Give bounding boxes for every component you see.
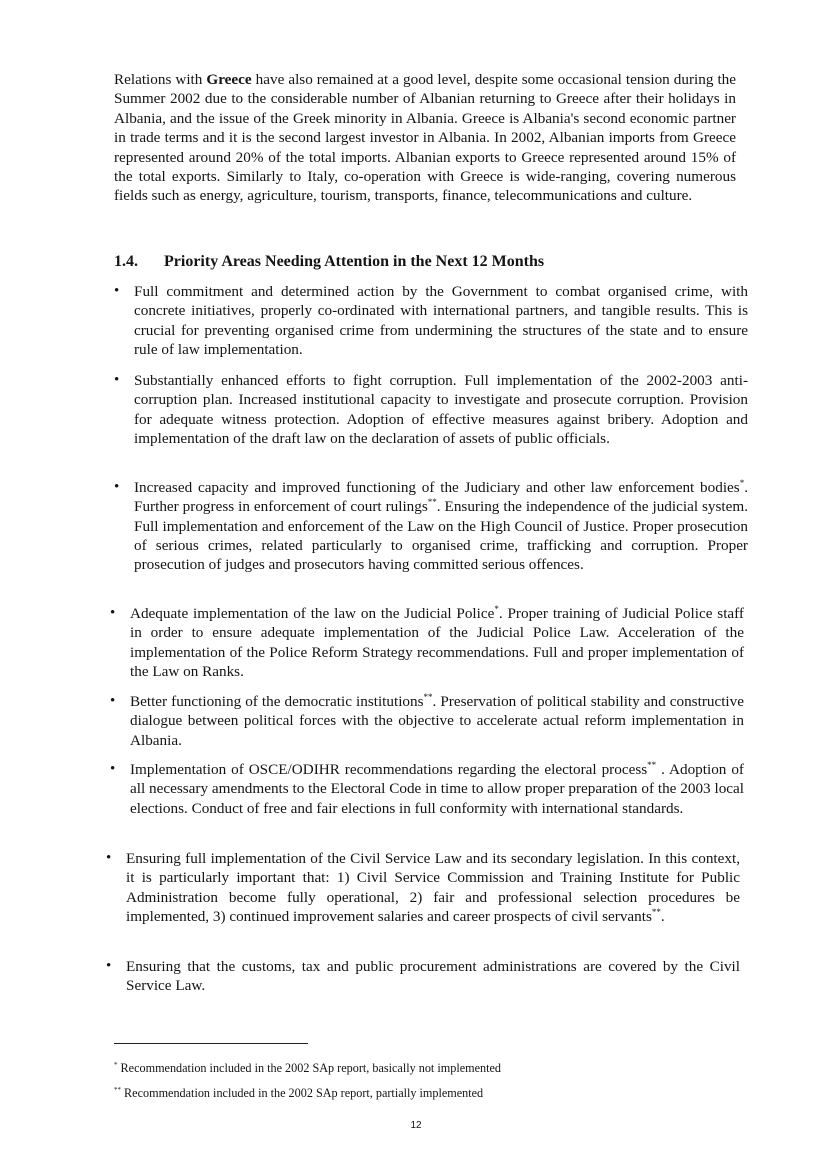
footnote-text: Recommendation included in the 2002 SAp report, basically not implemented bbox=[117, 1061, 501, 1075]
bullet-glyph: • bbox=[106, 958, 112, 974]
intro-text-after: have also remained at a good level, despite some occasional tension during the Summer 2002 due to the considerable number of Albanian returning to Greece after their holidays in Albania, and the issue of the Greek minority in Albania. Greece is Albania's second economic partner in trade terms and it is the second largest investor in Albania. In 2002, Albanian imports from Greece represented around 20% of the total imports. Albanian exports to Greece represented around 15% of the total exports. Similarly to Italy, co-operation with Greece is wide-ranging, covering numerous fields such as energy, agriculture, tourism, transports, finance, telecommunications and culture. bbox=[114, 71, 736, 205]
list-item-text: Adequate implementation of the law on the Judicial Police bbox=[130, 605, 495, 622]
list-item-text: Ensuring full implementation of the Civil Service Law and its secondary legislation. In this context, it is particularly important that: 1) Civil Service Commission and Training Institute for Public Administration become fully operational, 2) fair and professional selection procedures be implemented, 3) continued improvement salaries and career prospects of civil servants bbox=[126, 850, 740, 925]
list-item-text: . bbox=[660, 907, 665, 925]
list-item-text: Increased capacity and improved functioning of the Judiciary and other law enforcement bodies bbox=[134, 479, 740, 496]
list-item bbox=[106, 849, 740, 926]
list-item-text: . Adoption of all necessary amendments to the Electoral Code in time to allow proper preparation of the 2003 local elections. Conduct of free and fair elections in full conformity with international standards. bbox=[130, 761, 744, 817]
footnote bbox=[114, 1061, 734, 1076]
bullet-glyph: • bbox=[110, 761, 116, 777]
list-item bbox=[114, 477, 748, 574]
list-item-text: Better functioning of the democratic institutions bbox=[130, 693, 424, 710]
list-item-text: Full commitment and determined action by the Government to combat organised crime, with concrete initiatives, properly co-ordinated with international partners, and tangible results. This is crucial for preventing organised crime from undermining the structures of the state and to ensure rule of law implementation. bbox=[134, 283, 748, 358]
bullet-glyph: • bbox=[110, 605, 116, 621]
list-item bbox=[114, 282, 748, 359]
list-item bbox=[106, 957, 740, 996]
list-item bbox=[110, 603, 744, 681]
list-item-text: . Preservation of political stability and constructive dialogue between political forces with the objective to accelerate actual reform implementation in Albania. bbox=[130, 693, 744, 749]
bullet-glyph: • bbox=[106, 850, 112, 866]
bullet-glyph: • bbox=[110, 693, 116, 709]
list-item-text: Substantially enhanced efforts to fight corruption. Full implementation of the 2002-2003 anti-corruption plan. Increased institutional capacity to investigate and prosecute corruption. Provision for adequate witness protection. Adoption of effective measures against bribery. Adoption and implementation of the draft law on the declaration of assets of public officials. bbox=[134, 372, 748, 447]
list-item-text: . Further progress in enforcement of court rulings bbox=[134, 479, 748, 516]
list-item-text: Ensuring that the customs, tax and public procurement administrations are covered by the Civil Service Law. bbox=[126, 958, 740, 995]
footnote-marker: * bbox=[114, 1060, 118, 1069]
bullet-glyph: • bbox=[114, 283, 120, 299]
list-item bbox=[114, 371, 748, 448]
section-title: Priority Areas Needing Attention in the Next 12 Months bbox=[164, 253, 545, 270]
footnote-marker: * bbox=[739, 477, 745, 488]
footnote-marker: ** bbox=[423, 691, 433, 702]
footnote-marker: ** bbox=[114, 1085, 121, 1094]
footnote-marker: ** bbox=[651, 906, 661, 917]
bullet-glyph: • bbox=[114, 479, 120, 495]
list-item-text: Implementation of OSCE/ODIHR recommendations regarding the electoral process bbox=[130, 761, 648, 778]
intro-paragraph bbox=[114, 70, 736, 206]
footnote-marker: ** bbox=[647, 759, 657, 770]
section-heading bbox=[114, 252, 736, 272]
list-item-text: . Ensuring the independence of the judicial system. Full implementation and enforcement of the Law on the High Council of Justice. Proper prosecution of serious crimes, related particularly to organised crime, trafficking and corruption. Proper prosecution of judges and prosecutors having committed serious offences. bbox=[134, 498, 748, 574]
footnote-marker: * bbox=[494, 603, 499, 614]
list-item bbox=[110, 759, 744, 818]
intro-text-before: Relations with bbox=[114, 71, 207, 88]
intro-country-bold: Greece bbox=[206, 71, 252, 88]
footnote-text: Recommendation included in the 2002 SAp report, partially implemented bbox=[121, 1086, 484, 1100]
footnote bbox=[114, 1086, 734, 1101]
section-number: 1.4. bbox=[114, 253, 138, 270]
page-number: 12 bbox=[410, 1120, 422, 1131]
list-item bbox=[110, 691, 744, 750]
footnote-separator bbox=[114, 1043, 308, 1044]
bullet-glyph: • bbox=[114, 372, 120, 388]
list-item-text: . Proper training of Judicial Police staff in order to ensure adequate implementation of the Judicial Police Law. Acceleration of the implementation of the Police Reform Strategy recommendations. Full and proper implementation of the Law on Ranks. bbox=[130, 605, 744, 680]
footnote-marker: ** bbox=[427, 497, 437, 508]
